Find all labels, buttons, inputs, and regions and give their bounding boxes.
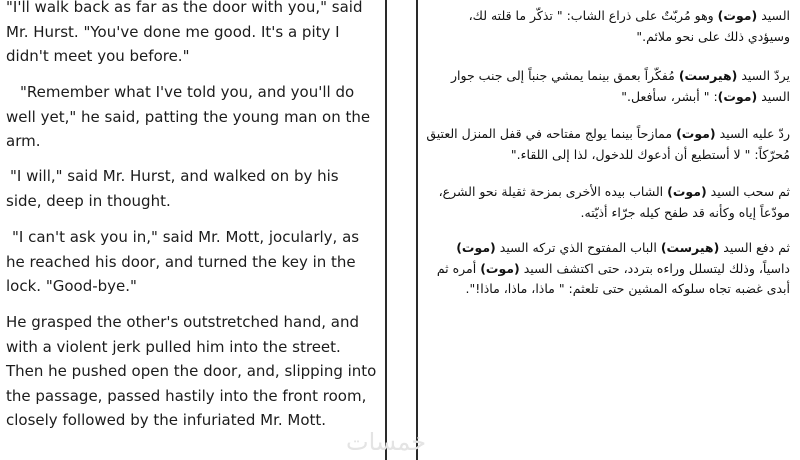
english-source-column — [0, 0, 384, 460]
english-paragraph-5: He grasped the other's outstretched hand, and with a violent jerk pulled him into the street. Then he pushed open the door, and, slipping into the passage, passed hastily into the front room, closely followed by the infuriated Mr. Mott. — [6, 313, 377, 429]
arabic-translation-column — [420, 0, 798, 460]
arabic-paragraph-5: ثم دفع السيد (هيرست) الباب المفتوح الذي تركه السيد (موت) داسياً، وذلك ليتسلل وراءه بتردد، حتى اكتشف السيد (موت) أمره ثم أبدى غضبه تجاه سلوكه المشين حتى تلعثم: " ماذا، ماذا، ماذا!". — [436, 240, 790, 296]
column-divider-right — [416, 0, 418, 460]
column-divider-left — [385, 0, 387, 460]
english-paragraph-2: "Remember what I've told you, and you'll do well yet," he said, patting the young man on the arm. — [6, 83, 371, 150]
english-paragraph-4: "I can't ask you in," said Mr. Mott, jocularly, as he reached his door, and turned the key in the lock. "Good-bye." — [6, 228, 360, 295]
arabic-paragraph-1: السيد (موت) وهو مُربّتٌ على ذراع الشاب: " تذكّر ما قلته لك، وسيؤدي ذلك على نحو ملائم." — [468, 8, 790, 44]
english-paragraph-1: "I'll walk back as far as the door with you," said Mr. Hurst. "You've done me good. It's a pity I didn't meet you before." — [6, 0, 363, 65]
watermark-logo: خمسات — [346, 428, 427, 456]
arabic-paragraph-2: يردّ السيد (هيرست) مُفكّراً بعمق بينما يمشي جنباً إلى جنب جوار السيد (موت): " أبشر، سأفعل." — [451, 68, 790, 104]
arabic-paragraph-4: ثم سحب السيد (موت) الشاب بيده الأخرى بمزحة ثقيلة نحو الشرع، مودّعاً إياه وكأنه قد طفح كيله جرّاء أذيّته. — [438, 184, 790, 220]
arabic-paragraph-3: ردّ عليه السيد (موت) ممازحاً بينما يولج مفتاحه في قفل المنزل العتيق مُحرّكاً: " لا أستطيع أن أدعوك للدخول، لذا إلى اللقاء." — [426, 126, 790, 162]
english-paragraph-3: "I will," said Mr. Hurst, and walked on by his side, deep in thought. — [6, 167, 339, 210]
